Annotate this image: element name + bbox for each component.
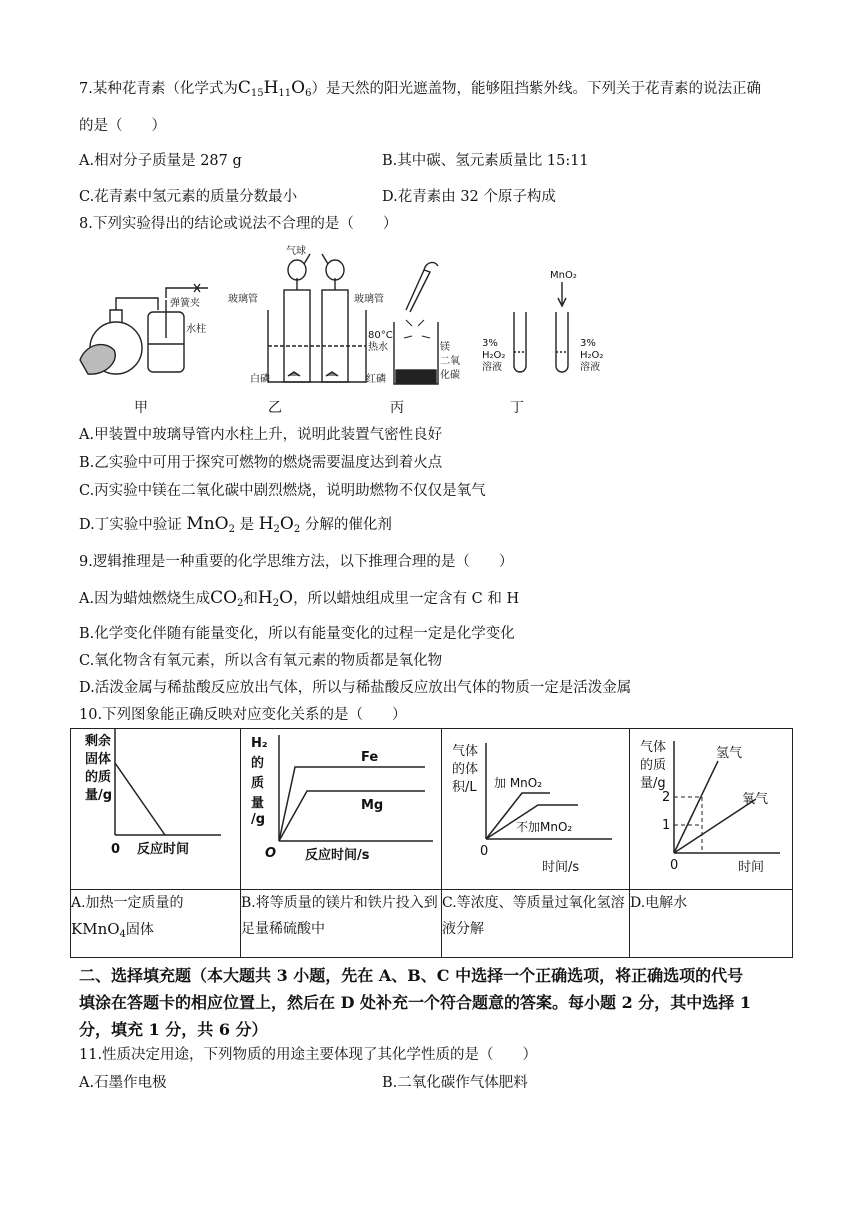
graph-a-ylabel-1: 剩余 — [85, 734, 112, 749]
q9-stem: 9.逻辑推理是一种重要的化学思维方法，以下推理合理的是（ ） — [79, 554, 514, 570]
graph-d-ylabel-3: 量/g — [640, 776, 666, 791]
q8-option-c: C.丙实验中镁在二氧化碳中剧烈燃烧，说明助燃物不仅仅是氧气 — [79, 483, 486, 499]
q8-stem: 8.下列实验得出的结论或说法不合理的是（ ） — [79, 216, 398, 232]
q8-option-b: B.乙实验中可用于探究可燃物的燃烧需要温度达到着火点 — [79, 455, 443, 471]
q7-option-a: A.相对分子质量是 287 g — [79, 153, 242, 169]
q10-graph-c-cell — [442, 729, 630, 890]
q11-stem: 11.性质决定用途，下列物质的用途主要体现了其化学性质的是（ ） — [79, 1047, 538, 1063]
fig-ding-left-h2o2: H₂O₂ — [482, 350, 506, 361]
graph-b-ylabel-3: 质 — [251, 776, 265, 791]
graph-c-noadd-label: 不加MnO₂ — [516, 820, 573, 834]
graph-d-ylabel-1: 气体 — [640, 740, 667, 755]
graph-c-xlabel: 时间/s — [542, 860, 580, 875]
graph-a-xlabel: 反应时间 — [137, 842, 190, 857]
graph-c-ylabel-3: 积/L — [452, 780, 477, 795]
graph-b — [241, 729, 441, 885]
section2-heading-line1: 二、选择填充题（本大题共 3 小题，先在 A、B、C 中选择一个正确选项，将正确选项的代号 — [79, 966, 744, 985]
fig-ding-caption: 丁 — [510, 400, 524, 416]
graph-b-fe-label: Fe — [361, 750, 379, 765]
fig-yi-temp-label: 80°C — [368, 330, 393, 341]
graph-d-tick-1: 1 — [662, 818, 671, 833]
q7-stem: 7.某种花青素（化学式为$C_{15}H_{11}O_6$）是天然的阳光遮盖物，能够阻挡紫外线。下列关于花青素的说法正确 — [79, 78, 761, 99]
q11-option-a: A.石墨作电极 — [79, 1075, 167, 1091]
graph-b-mg-label: Mg — [361, 798, 384, 813]
fig-ding-right-h2o2: H₂O₂ — [580, 350, 604, 361]
fig-bing-co2-label-a: 二氧 — [440, 356, 460, 367]
fig-jia-water-label: 水柱 — [186, 324, 206, 335]
graph-c — [442, 729, 629, 885]
q9-option-d: D.活泼金属与稀盐酸反应放出气体，所以与稀盐酸反应放出气体的物质一定是活泼金属 — [79, 680, 632, 696]
graph-d-o2-label: 氧气 — [742, 792, 769, 807]
graph-a-origin: 0 — [111, 842, 121, 857]
graph-d — [630, 729, 792, 885]
q8-option-d: D.丁实验中验证 MnO$_2$ 是 $H_2O_2$ 分解的催化剂 — [79, 514, 392, 535]
fig-yi-white-p-label: 白磷 — [250, 374, 270, 385]
fig-yi-red-p-label: 红磷 — [366, 374, 386, 385]
fig-yi-caption: 乙 — [268, 400, 282, 416]
q10-caption-c: C.等浓度、等质量过氧化氢溶液分解 — [442, 890, 630, 958]
fig-yi-tube-left-label: 玻璃管 — [228, 294, 258, 305]
fig-yi-tube-right-label: 玻璃管 — [354, 294, 384, 305]
q10-caption-a: A.加热一定质量的 KMnO$_4$固体 — [71, 890, 241, 958]
fig-ding-apparatus — [514, 282, 568, 372]
q9-option-a: A.因为蜡烛燃烧生成$CO_2$和$H_2O$，所以蜡烛组成里一定含有 C 和 H — [79, 588, 520, 609]
graph-a-ylabel-3: 的质 — [85, 770, 112, 785]
fig-ding-right-sol: 溶液 — [580, 362, 600, 373]
graph-d-tick-2: 2 — [662, 790, 671, 805]
fig-ding-left-sol: 溶液 — [482, 362, 502, 373]
fig-bing-mg-label: 镁 — [440, 342, 450, 353]
q8-apparatus-figure — [78, 240, 618, 420]
q10-caption-d: D.电解水 — [630, 890, 793, 958]
graph-d-h2-label: 氢气 — [716, 746, 743, 761]
graph-a-ylabel-4: 量/g — [85, 788, 113, 803]
graph-a — [71, 729, 240, 885]
q9-option-c: C.氧化物含有氧元素，所以含有氧元素的物质都是氧化物 — [79, 653, 443, 669]
fig-bing-caption: 丙 — [390, 400, 404, 416]
q11-option-b: B.二氧化碳作气体肥料 — [382, 1075, 528, 1091]
graph-b-xlabel: 反应时间/s — [305, 848, 370, 863]
q10-graph-table — [70, 728, 793, 958]
section2-heading-line2: 填涂在答题卡的相应位置上，然后在 D 处补充一个符合题意的答案。每小题 2 分，其中选择 1 — [79, 993, 751, 1012]
fig-ding-left-conc: 3% — [482, 338, 498, 349]
graph-d-ylabel-2: 的质 — [640, 758, 667, 773]
fig-jia-caption: 甲 — [134, 400, 148, 416]
graph-c-origin: 0 — [480, 844, 489, 859]
q10-stem: 10.下列图象能正确反映对应变化关系的是（ ） — [79, 707, 407, 723]
graph-b-ylabel-1: H₂ — [251, 736, 268, 751]
q7-option-b: B.其中碳、氢元素质量比 15:11 — [382, 153, 589, 169]
fig-ding-right-conc: 3% — [580, 338, 596, 349]
q7-option-c: C.花青素中氢元素的质量分数最小 — [79, 189, 298, 205]
fig-ding-mno2-label: MnO₂ — [550, 270, 577, 281]
q7-option-d: D.花青素由 32 个原子构成 — [382, 189, 556, 205]
fig-jia-clip-label: 弹簧夹 — [170, 298, 200, 309]
q8-option-a: A.甲装置中玻璃导管内水柱上升，说明此装置气密性良好 — [79, 427, 443, 443]
q10-caption-b: B.将等质量的镁片和铁片投入到足量稀硫酸中 — [241, 890, 442, 958]
graph-c-ylabel-2: 的体 — [452, 762, 479, 777]
fig-yi-apparatus — [268, 254, 366, 382]
graph-c-ylabel-1: 气体 — [452, 744, 479, 759]
q10-graph-d-cell — [630, 729, 793, 890]
q10-graph-b-cell — [241, 729, 442, 890]
graph-b-ylabel-5: /g — [251, 812, 266, 827]
graph-b-ylabel-2: 的 — [251, 756, 265, 771]
graph-b-origin: O — [265, 846, 277, 861]
graph-d-xlabel: 时间 — [738, 860, 765, 875]
graph-d-origin: 0 — [670, 858, 679, 873]
fig-bing-apparatus — [394, 263, 438, 384]
fig-bing-co2-label-b: 化碳 — [440, 370, 460, 381]
q7-stem-end: 的是（ ） — [79, 118, 166, 134]
graph-b-ylabel-4: 量 — [251, 796, 265, 811]
fig-yi-hotwater-label: 热水 — [368, 342, 388, 353]
graph-c-add-label: 加 MnO₂ — [494, 776, 543, 790]
q9-option-b: B.化学变化伴随有能量变化，所以有能量变化的过程一定是化学变化 — [79, 626, 515, 642]
q10-graph-a-cell — [71, 729, 241, 890]
fig-yi-balloon-label: 气球 — [286, 246, 306, 257]
graph-a-ylabel-2: 固体 — [85, 752, 112, 767]
section2-heading-line3: 分，填充 1 分，共 6 分） — [79, 1020, 268, 1039]
